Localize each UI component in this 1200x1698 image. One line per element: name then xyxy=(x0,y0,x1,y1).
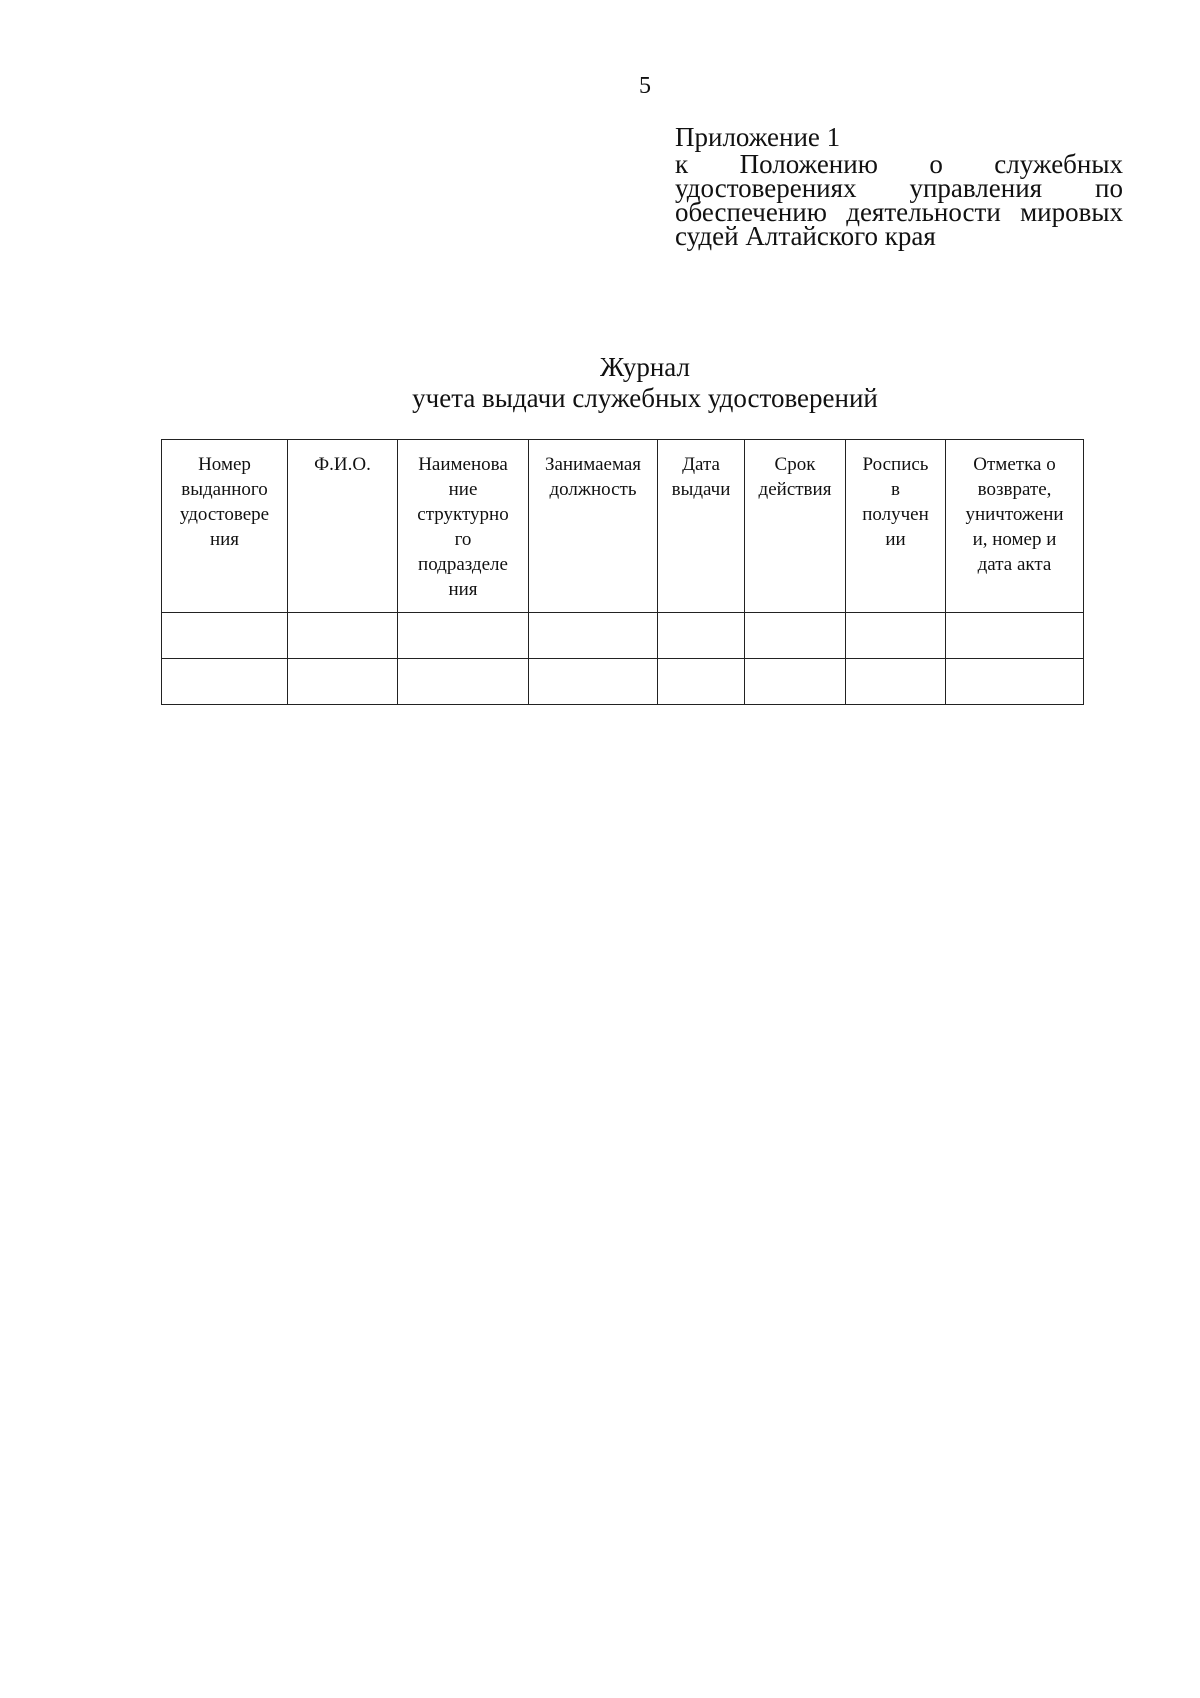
column-header-signature: Роспись в получен ии xyxy=(846,440,946,613)
table-cell xyxy=(529,659,658,705)
appendix-body: к Положению о служебных удостоверениях управления по обеспечению деятельности мировых судей Алтайского края xyxy=(675,149,1123,251)
journal-title: Журнал xyxy=(599,352,691,382)
page-number: 5 xyxy=(639,73,651,99)
table-cell xyxy=(946,613,1084,659)
table-cell xyxy=(162,659,288,705)
table-cell xyxy=(398,659,529,705)
table-cell xyxy=(946,659,1084,705)
journal-table xyxy=(161,439,1084,705)
journal-subtitle: учета выдачи служебных удостоверений xyxy=(412,383,878,413)
journal-header-row xyxy=(162,440,1084,613)
table-row xyxy=(162,659,1084,705)
column-header-certificate-number: Номер выданного удостовере ния xyxy=(162,440,288,613)
table-row xyxy=(162,613,1084,659)
appendix-block xyxy=(675,122,1123,251)
appendix-title: Приложение 1 xyxy=(675,122,841,152)
column-header-issue-date: Дата выдачи xyxy=(658,440,745,613)
table-cell xyxy=(288,613,398,659)
table-cell xyxy=(529,613,658,659)
table-cell xyxy=(288,659,398,705)
table-cell xyxy=(846,613,946,659)
table-cell xyxy=(398,613,529,659)
table-cell xyxy=(162,613,288,659)
table-cell xyxy=(745,613,846,659)
table-cell xyxy=(846,659,946,705)
column-header-position: Занимаемая должность xyxy=(529,440,658,613)
column-header-department: Наименова ние структурно го подразделе ния xyxy=(398,440,529,613)
table-cell xyxy=(658,659,745,705)
column-header-validity: Срок действия xyxy=(745,440,846,613)
table-cell xyxy=(745,659,846,705)
column-header-full-name: Ф.И.О. xyxy=(288,440,398,613)
table-cell xyxy=(658,613,745,659)
column-header-return-mark: Отметка о возврате, уничтожени и, номер и дата акта xyxy=(946,440,1084,613)
